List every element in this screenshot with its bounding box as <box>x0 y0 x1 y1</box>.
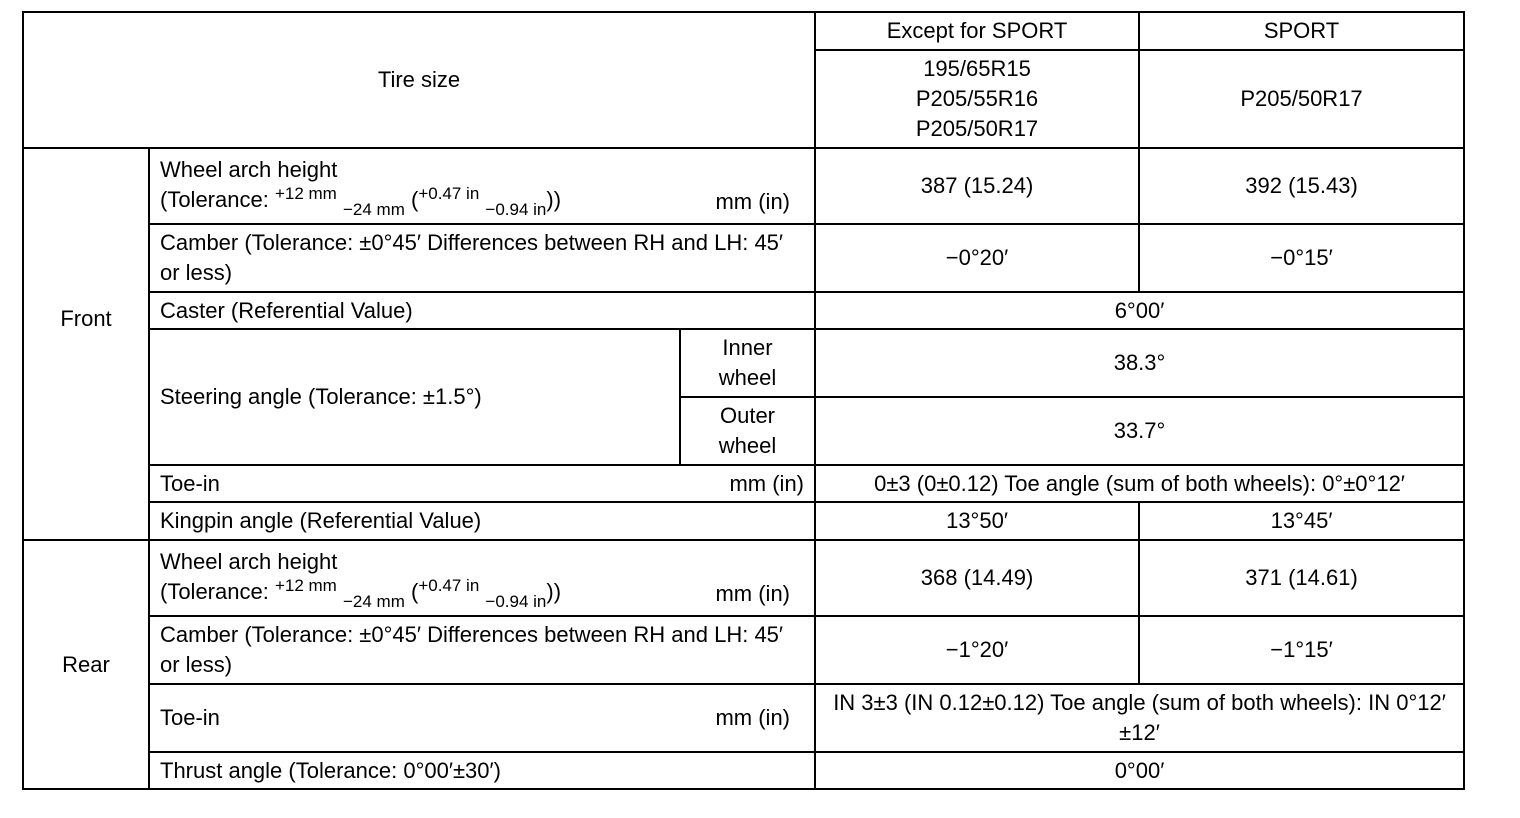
front-camber-sport: −0°15′ <box>1139 224 1464 292</box>
outer-wheel-value: 33.7° <box>815 397 1464 465</box>
front-toe-in-value: 0±3 (0±0.12) Toe angle (sum of both wheels): 0°±0°12′ <box>815 465 1464 502</box>
front-toe-in-unit: mm (in) <box>729 470 805 496</box>
tire-size-item: P205/55R16 <box>915 86 1039 111</box>
front-kingpin-label: Kingpin angle (Referential Value) <box>149 502 815 540</box>
front-wheel-arch-except-sport: 387 (15.24) <box>815 148 1139 224</box>
rear-thrust-value: 0°00′ <box>815 752 1464 789</box>
rear-camber-except-sport: −1°20′ <box>815 616 1139 684</box>
sport-header: SPORT <box>1139 12 1464 50</box>
front-wheel-arch-label-cell <box>149 148 815 224</box>
front-toe-in-label-cell <box>149 465 815 502</box>
front-camber-label: Camber (Tolerance: ±0°45′ Differences between RH and LH: 45′ or less) <box>149 224 815 292</box>
outer-wheel-label: Outer wheel <box>680 397 815 465</box>
rear-wheel-arch-except-sport: 368 (14.49) <box>815 540 1139 616</box>
front-toe-in-label: Toe-in <box>160 470 220 496</box>
alignment-spec-table <box>22 11 1465 790</box>
front-caster-value: 6°00′ <box>815 292 1464 329</box>
sport-tire-size: P205/50R17 <box>1139 50 1464 148</box>
rear-toe-in-label: Toe-in <box>160 705 220 730</box>
rear-toe-in-value: IN 3±3 (IN 0.12±0.12) Toe angle (sum of both wheels): IN 0°12′±12′ <box>815 684 1464 752</box>
rear-wheel-arch-tolerance: (Tolerance: $^{+12 mm}$ $_{-24 mm}$ ($^{+0.47 in}$ $_{-0.94 in}$)) <box>160 576 562 611</box>
rear-section-label: Rear <box>23 540 149 789</box>
except-sport-header: Except for SPORT <box>815 12 1139 50</box>
front-steering-label: Steering angle (Tolerance: ±1.5°) <box>149 329 680 465</box>
inner-wheel-label: Inner wheel <box>680 329 815 397</box>
tire-size-item: 195/65R15 <box>923 56 1031 81</box>
rear-toe-in-unit: mm (in) <box>715 705 791 730</box>
rear-wheel-arch-sport: 371 (14.61) <box>1139 540 1464 616</box>
rear-wheel-arch-label: Wheel arch height <box>160 549 338 574</box>
front-wheel-arch-tolerance: (Tolerance: $^{+12 mm}$ $_{-24 mm}$ ($^{+0.47 in}$ $_{-0.94 in}$)) <box>160 184 562 219</box>
rear-camber-label: Camber (Tolerance: ±0°45′ Differences between RH and LH: 45′ or less) <box>149 616 815 684</box>
except-sport-tire-sizes <box>815 50 1139 148</box>
front-caster-label: Caster (Referential Value) <box>149 292 815 329</box>
inner-wheel-value: 38.3° <box>815 329 1464 397</box>
rear-camber-sport: −1°15′ <box>1139 616 1464 684</box>
rear-wheel-arch-label-cell <box>149 540 815 616</box>
rear-thrust-label: Thrust angle (Tolerance: 0°00′±30′) <box>149 752 815 789</box>
front-kingpin-except-sport: 13°50′ <box>815 502 1139 540</box>
tire-size-header: Tire size <box>23 12 815 148</box>
rear-toe-in-label-cell <box>149 684 815 752</box>
front-kingpin-sport: 13°45′ <box>1139 502 1464 540</box>
front-wheel-arch-unit: mm (in) <box>715 189 791 214</box>
front-section-label: Front <box>23 148 149 540</box>
front-camber-except-sport: −0°20′ <box>815 224 1139 292</box>
front-wheel-arch-sport: 392 (15.43) <box>1139 148 1464 224</box>
front-wheel-arch-label: Wheel arch height <box>160 157 338 182</box>
rear-wheel-arch-unit: mm (in) <box>715 581 791 606</box>
tire-size-item: P205/50R17 <box>915 116 1039 141</box>
